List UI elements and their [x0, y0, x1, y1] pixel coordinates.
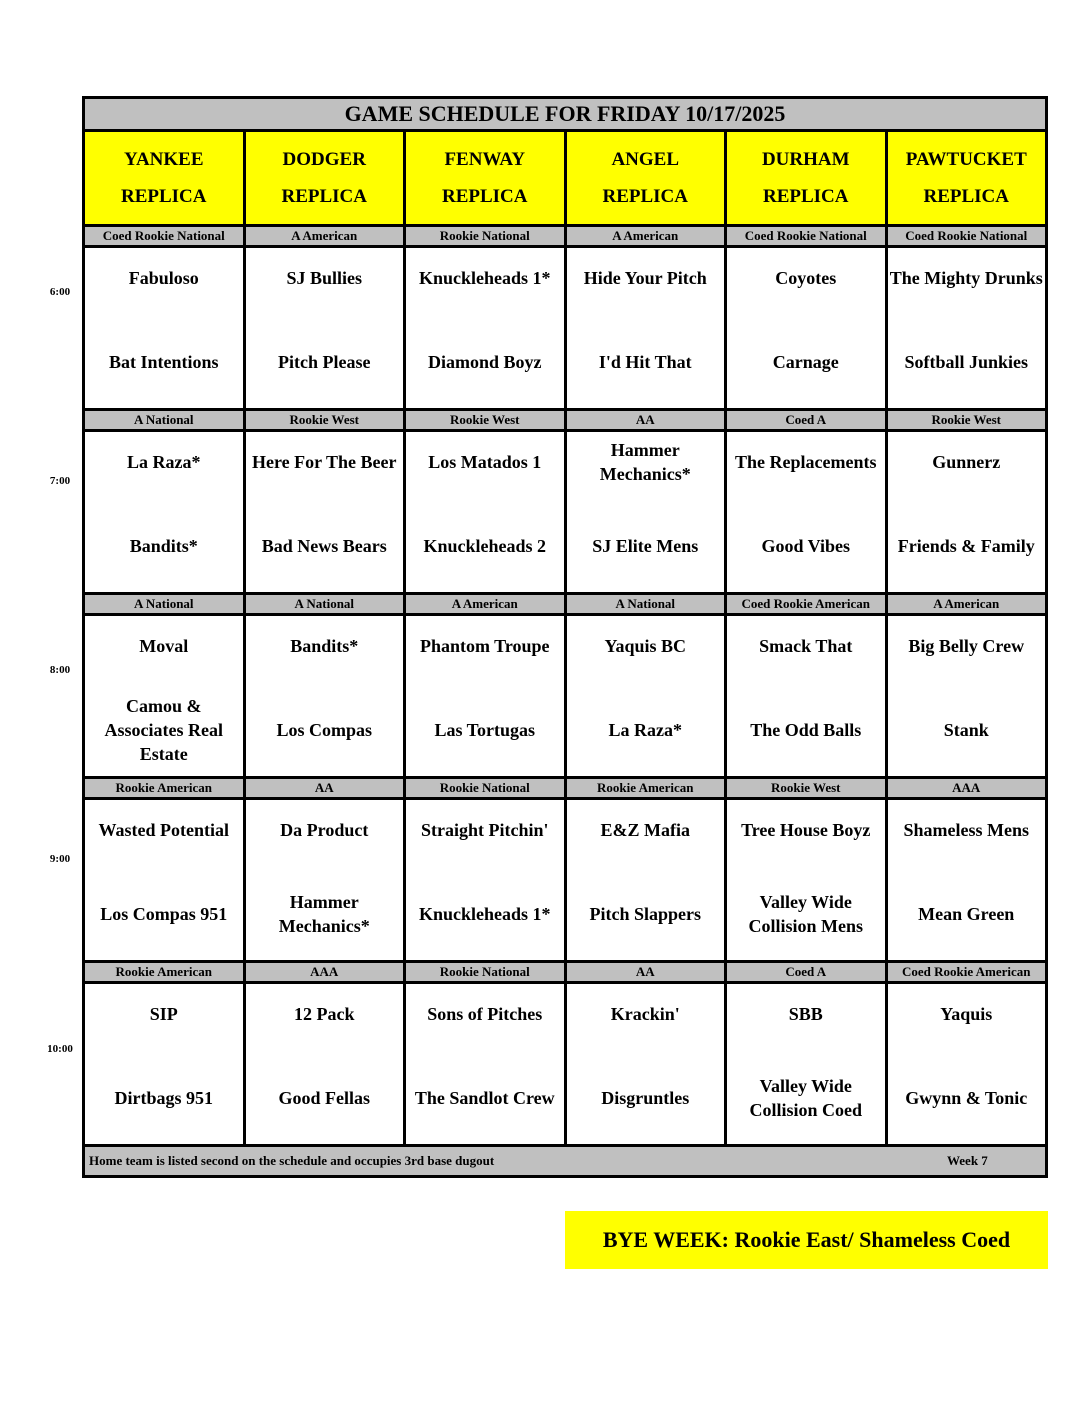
division-label: Rookie West [405, 410, 566, 431]
home-team: Knuckleheads 1* [418, 904, 551, 924]
time-label: 6:00 [49, 286, 71, 298]
game-cell [726, 431, 887, 594]
home-team: La Raza* [608, 720, 682, 740]
away-team: 12 Pack [294, 1004, 355, 1024]
division-row [84, 594, 1047, 615]
field-subtitle: REPLICA [441, 186, 528, 207]
away-team: SIP [149, 1004, 178, 1024]
game-cell [565, 615, 726, 778]
home-team: Camou & Associates Real Estate [104, 696, 223, 764]
home-team: Friends & Family [897, 536, 1035, 556]
away-team: Smack That [759, 636, 853, 656]
week-label: Week 7 [947, 1153, 988, 1168]
game-cell [84, 799, 245, 962]
away-team: Moval [139, 636, 189, 656]
division-label: A National [244, 594, 405, 615]
game-cell [726, 983, 887, 1146]
game-cell [405, 247, 566, 410]
field-header [405, 131, 566, 226]
field-header [886, 131, 1047, 226]
division-label: A National [565, 594, 726, 615]
away-team: Tree House Boyz [741, 820, 871, 840]
division-label: Rookie American [84, 778, 245, 799]
away-team: Da Product [280, 820, 369, 840]
game-cell [886, 247, 1047, 410]
game-cell [84, 983, 245, 1146]
field-subtitle: REPLICA [281, 186, 367, 207]
away-team: Coyotes [775, 268, 837, 288]
away-team: Bandits* [290, 636, 359, 656]
home-team: SJ Elite Mens [592, 536, 699, 556]
away-team: Big Belly Crew [908, 636, 1025, 656]
field-name: PAWTUCKET [905, 149, 1027, 170]
away-team: The Replacements [735, 452, 877, 472]
division-label: A National [84, 410, 245, 431]
time-label: 9:00 [49, 853, 71, 865]
game-cell [405, 615, 566, 778]
division-label: Rookie American [84, 962, 245, 983]
home-team: Valley Wide Collision Mens [748, 892, 863, 936]
division-label: AA [565, 410, 726, 431]
home-team: Good Vibes [761, 536, 851, 556]
division-row [84, 226, 1047, 247]
game-cell [886, 983, 1047, 1146]
field-subtitle: REPLICA [923, 186, 1009, 207]
division-label: A American [405, 594, 566, 615]
time-label: 7:00 [49, 475, 71, 487]
division-label: Rookie West [886, 410, 1047, 431]
game-cell [726, 247, 887, 410]
division-label: Rookie National [405, 778, 566, 799]
game-cell [886, 799, 1047, 962]
division-label: Rookie West [244, 410, 405, 431]
division-label: Rookie American [565, 778, 726, 799]
game-cell [84, 431, 245, 594]
field-subtitle: REPLICA [120, 186, 207, 207]
time-label: 8:00 [49, 664, 71, 676]
division-label: Coed Rookie American [726, 594, 887, 615]
game-cell [565, 983, 726, 1146]
schedule-title: GAME SCHEDULE FOR FRIDAY 10/17/2025 [84, 98, 1047, 131]
field-header [726, 131, 887, 226]
division-label: A American [886, 594, 1047, 615]
away-team: The Mighty Drunks [889, 268, 1043, 288]
footer-bar [84, 1146, 1047, 1177]
game-cell [565, 431, 726, 594]
home-team: The Sandlot Crew [414, 1088, 555, 1108]
division-label: Rookie West [726, 778, 887, 799]
game-cell [244, 983, 405, 1146]
game-row [84, 247, 1047, 410]
home-team: Good Fellas [278, 1088, 370, 1108]
home-team: Pitch Slappers [589, 904, 701, 924]
home-team: Disgruntles [601, 1088, 690, 1108]
game-cell [244, 247, 405, 410]
home-team: Los Compas [276, 720, 373, 740]
game-cell [405, 431, 566, 594]
field-subtitle: REPLICA [602, 186, 688, 207]
division-row [84, 410, 1047, 431]
away-team: Hammer Mechanics* [599, 440, 691, 484]
away-team: Los Matados 1 [428, 452, 542, 472]
field-header [565, 131, 726, 226]
away-team: Phantom Troupe [419, 636, 550, 656]
division-label: A American [565, 226, 726, 247]
home-team: Carnage [772, 352, 839, 372]
home-team: Bad News Bears [261, 536, 387, 556]
home-team: The Odd Balls [750, 720, 862, 740]
away-team: Krackin' [610, 1004, 680, 1024]
game-cell [886, 615, 1047, 778]
away-team: Straight Pitchin' [420, 820, 549, 840]
division-label: AAA [886, 778, 1047, 799]
game-cell [405, 983, 566, 1146]
away-team: Shameless Mens [903, 820, 1029, 840]
division-label: A National [84, 594, 245, 615]
game-row [84, 799, 1047, 962]
game-row [84, 431, 1047, 594]
division-label: AAA [244, 962, 405, 983]
game-cell [726, 615, 887, 778]
field-header [244, 131, 405, 226]
game-cell [726, 799, 887, 962]
division-row [84, 778, 1047, 799]
home-team: Stank [943, 720, 989, 740]
division-label: Coed Rookie American [886, 962, 1047, 983]
game-cell [244, 615, 405, 778]
division-label: Coed A [726, 410, 887, 431]
game-cell [405, 799, 566, 962]
division-row [84, 962, 1047, 983]
away-team: Knuckleheads 1* [418, 268, 551, 288]
game-row [84, 615, 1047, 778]
home-team: Las Tortugas [434, 720, 536, 740]
game-cell [84, 615, 245, 778]
game-row [84, 983, 1047, 1146]
division-label: Rookie National [405, 226, 566, 247]
field-name: ANGEL [611, 149, 680, 170]
division-label: Coed Rookie National [84, 226, 245, 247]
division-label: Rookie National [405, 962, 566, 983]
away-team: Sons of Pitches [427, 1004, 543, 1024]
field-header [84, 131, 245, 226]
away-team: SJ Bullies [286, 268, 363, 288]
field-name: DODGER [282, 149, 366, 170]
home-team: Hammer Mechanics* [278, 892, 370, 936]
game-cell [565, 247, 726, 410]
home-team: Bandits* [129, 536, 198, 556]
home-team: Los Compas 951 [100, 904, 228, 924]
footer-row [84, 1146, 1047, 1177]
home-team: Dirtbags 951 [114, 1088, 213, 1108]
home-team: Pitch Please [278, 352, 371, 372]
field-subtitle: REPLICA [762, 186, 849, 207]
game-cell [565, 799, 726, 962]
division-label: Coed Rookie National [726, 226, 887, 247]
field-name: FENWAY [444, 149, 526, 170]
division-label: AA [565, 962, 726, 983]
field-name: YANKEE [123, 149, 204, 170]
game-cell [244, 431, 405, 594]
away-team: Fabuloso [128, 268, 199, 288]
game-cell [84, 247, 245, 410]
division-label: A American [244, 226, 405, 247]
time-label: 10:00 [47, 1043, 73, 1055]
home-team: Diamond Boyz [427, 352, 542, 372]
away-team: Yaquis [940, 1004, 993, 1024]
footer-note: Home team is listed second on the schedule and occupies 3rd base dugout [89, 1153, 495, 1168]
field-header-row [84, 131, 1047, 226]
home-team: Bat Intentions [108, 352, 219, 372]
bye-week-banner: BYE WEEK: Rookie East/ Shameless Coed [565, 1211, 1048, 1269]
away-team: Yaquis BC [604, 636, 687, 656]
game-cell [886, 431, 1047, 594]
home-team: Knuckleheads 2 [423, 536, 547, 556]
game-cell [244, 799, 405, 962]
home-team: Mean Green [918, 904, 1015, 924]
schedule-table [82, 96, 1048, 1178]
home-team: Gwynn & Tonic [905, 1088, 1028, 1108]
away-team: La Raza* [127, 452, 201, 472]
division-label: Coed A [726, 962, 887, 983]
home-team: I'd Hit That [598, 352, 692, 372]
division-label: Coed Rookie National [886, 226, 1047, 247]
away-team: Hide Your Pitch [583, 268, 707, 288]
away-team: Wasted Potential [98, 820, 229, 840]
division-label: AA [244, 778, 405, 799]
away-team: SBB [788, 1004, 823, 1024]
home-team: Valley Wide Collision Coed [749, 1076, 863, 1120]
away-team: E&Z Mafia [600, 820, 690, 840]
home-team: Softball Junkies [904, 352, 1029, 372]
field-name: DURHAM [761, 149, 850, 170]
away-team: Gunnerz [932, 452, 1001, 472]
away-team: Here For The Beer [252, 452, 397, 472]
